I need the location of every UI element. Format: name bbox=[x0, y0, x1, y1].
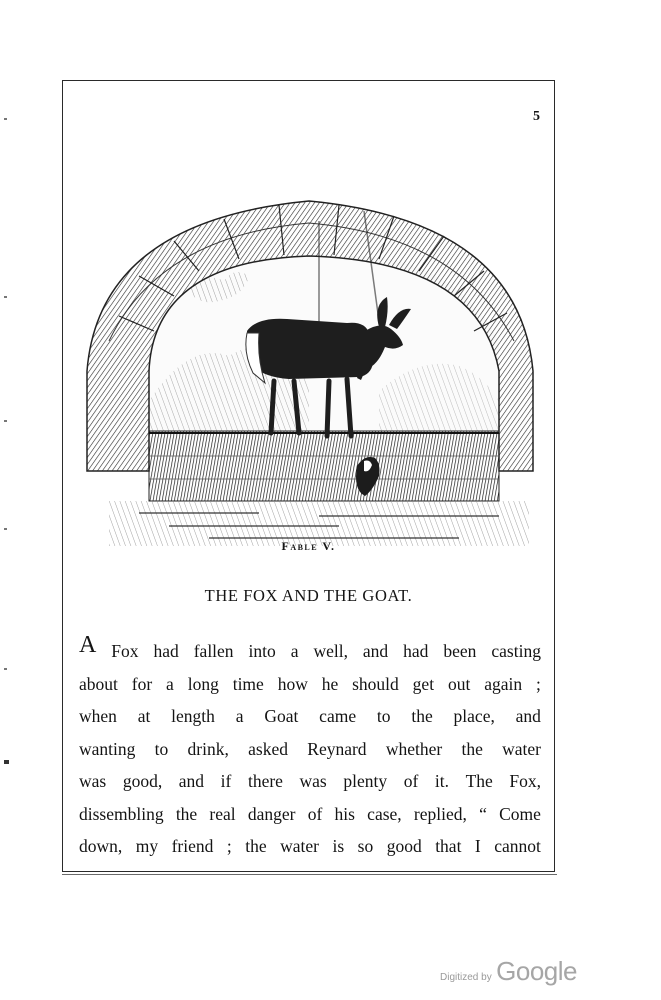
body-word: of bbox=[403, 771, 419, 791]
body-word: should bbox=[352, 673, 399, 694]
body-word: came bbox=[319, 706, 357, 726]
body-word: a bbox=[290, 641, 299, 661]
body-word: for bbox=[131, 673, 153, 694]
body-line bbox=[79, 798, 541, 831]
page-frame bbox=[62, 80, 555, 872]
body-word: down, bbox=[79, 836, 123, 856]
body-line bbox=[79, 632, 541, 668]
body-word: it. bbox=[434, 771, 449, 791]
body-word: again bbox=[484, 673, 523, 694]
body-word: plenty bbox=[343, 771, 388, 791]
body-word: the bbox=[411, 706, 433, 726]
body-word: and bbox=[362, 641, 389, 661]
body-word: time bbox=[232, 673, 264, 694]
fable-body-text bbox=[79, 632, 541, 863]
body-word: a bbox=[235, 706, 244, 726]
page-number: 5 bbox=[533, 109, 540, 124]
body-word: I bbox=[474, 836, 481, 856]
body-word: the bbox=[175, 803, 198, 824]
body-word: had bbox=[153, 641, 179, 661]
body-word: his bbox=[334, 803, 355, 824]
body-word: a bbox=[166, 673, 174, 694]
watermark-prefix: Digitized by bbox=[440, 972, 492, 983]
body-word: place, bbox=[453, 706, 495, 726]
body-word: good, bbox=[122, 771, 163, 791]
body-word: the bbox=[245, 836, 267, 856]
body-word: drink, bbox=[187, 738, 229, 759]
fable-number: Fable V. bbox=[281, 539, 336, 553]
body-word: was bbox=[299, 771, 327, 791]
body-word: into bbox=[248, 641, 276, 661]
body-word: cannot bbox=[494, 836, 541, 856]
body-word: Reynard bbox=[307, 738, 367, 759]
body-word: real bbox=[209, 803, 236, 824]
body-word: case, bbox=[367, 803, 402, 824]
body-word: asked bbox=[248, 738, 288, 759]
body-word: Fox bbox=[111, 641, 139, 661]
body-word: had bbox=[403, 641, 429, 661]
body-word: and bbox=[178, 771, 205, 791]
margin-mark bbox=[4, 118, 7, 120]
body-word: been bbox=[443, 641, 477, 661]
body-line bbox=[79, 765, 541, 798]
body-word: well, bbox=[313, 641, 348, 661]
body-word: Goat bbox=[264, 706, 299, 726]
margin-mark bbox=[4, 528, 7, 530]
body-line bbox=[79, 668, 541, 701]
body-word: that bbox=[435, 836, 462, 856]
goat-well-illustration bbox=[79, 141, 541, 561]
margin-mark bbox=[4, 420, 7, 422]
fable-title: THE FOX AND THE GOAT. bbox=[204, 586, 413, 605]
body-word: so bbox=[357, 836, 374, 856]
body-word: to bbox=[154, 738, 169, 759]
bottom-rule bbox=[62, 874, 557, 875]
body-word: about bbox=[79, 673, 118, 694]
body-word: fallen bbox=[193, 641, 234, 661]
margin-mark bbox=[4, 296, 7, 298]
body-word: Fox, bbox=[509, 771, 541, 791]
body-word: A bbox=[79, 632, 97, 658]
body-line bbox=[79, 700, 541, 733]
body-word: how bbox=[277, 673, 308, 694]
body-word: wanting bbox=[79, 738, 136, 759]
body-word: The bbox=[465, 771, 493, 791]
body-line bbox=[79, 733, 541, 766]
body-word: long bbox=[187, 673, 219, 694]
body-line bbox=[79, 830, 541, 863]
body-word: of bbox=[307, 803, 323, 824]
body-word: and bbox=[515, 706, 541, 726]
body-word: Come bbox=[499, 803, 541, 824]
digitized-watermark bbox=[440, 956, 577, 987]
body-word: out bbox=[447, 673, 471, 694]
margin-mark bbox=[4, 668, 7, 670]
body-word: friend bbox=[171, 836, 214, 856]
body-word: at bbox=[137, 706, 151, 726]
body-word: casting bbox=[491, 641, 541, 661]
margin-mark bbox=[4, 760, 9, 764]
body-word: the bbox=[461, 738, 483, 759]
body-word: he bbox=[321, 673, 339, 694]
body-word: length bbox=[171, 706, 215, 726]
body-word: replied, bbox=[413, 803, 467, 824]
body-word: get bbox=[412, 673, 435, 694]
google-logo: Google bbox=[496, 956, 577, 986]
body-word: my bbox=[135, 836, 159, 856]
body-word: water bbox=[502, 738, 541, 759]
body-word: ; bbox=[535, 673, 541, 694]
body-word: dissembling bbox=[79, 803, 164, 824]
body-word: there bbox=[247, 771, 283, 791]
body-word: whether bbox=[385, 738, 443, 759]
body-word: water bbox=[280, 836, 319, 856]
body-word: danger bbox=[247, 803, 296, 824]
body-word: good bbox=[386, 836, 422, 856]
body-word: ; bbox=[226, 836, 232, 856]
body-word: to bbox=[376, 706, 391, 726]
body-word: is bbox=[332, 836, 345, 856]
body-word: was bbox=[79, 771, 107, 791]
body-word: when bbox=[79, 706, 117, 726]
body-word: if bbox=[220, 771, 232, 791]
body-word: “ bbox=[479, 803, 487, 824]
